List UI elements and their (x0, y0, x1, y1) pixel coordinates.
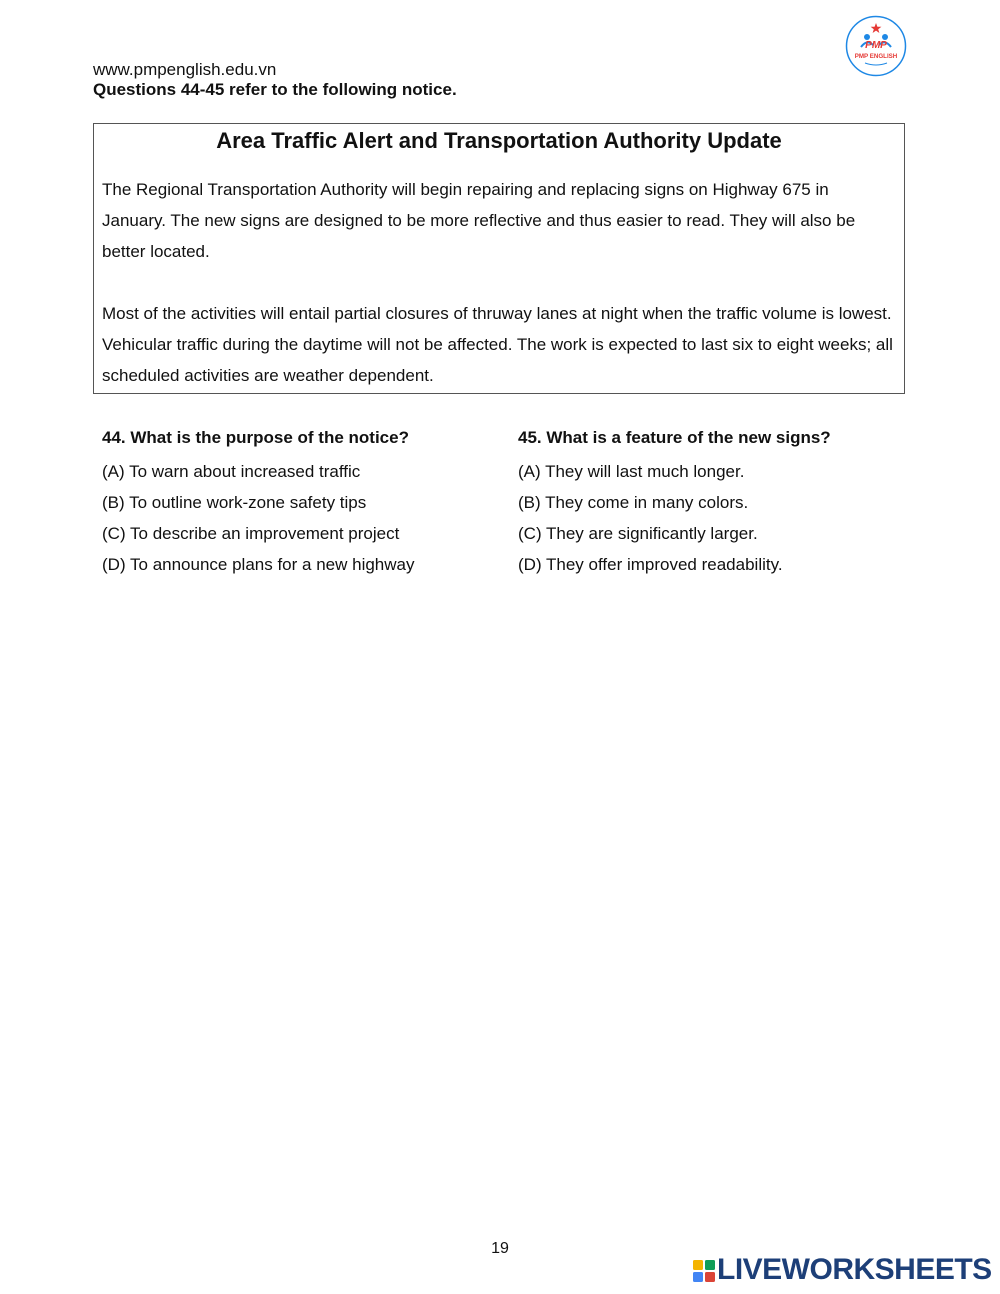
question-45 (518, 425, 918, 580)
question-stem: 44. What is the purpose of the notice? (102, 428, 409, 447)
page-number: 19 (491, 1240, 509, 1257)
site-url[interactable]: www.pmpenglish.edu.vn (93, 60, 277, 79)
notice-paragraph: Most of the activities will entail partial closures of thruway lanes at night when the traffic volume is lowest. Vehicular traffic during the daytime will not be affected. The work is expected to last six to eight weeks; all scheduled activities are weather dependent. (102, 304, 893, 385)
question-44 (102, 425, 502, 580)
notice-paragraph: The Regional Transportation Authority will begin repairing and replacing signs on Highway 675 in January. The new signs are designed to be more reflective and thus easier to read. They will also be better located. (102, 180, 856, 261)
instructions-heading: Questions 44-45 refer to the following notice. (93, 80, 457, 99)
pmp-english-logo (845, 15, 907, 77)
answer-option-b[interactable]: (B) To outline work-zone safety tips (102, 493, 367, 512)
answer-option-a[interactable]: (A) They will last much longer. (518, 462, 745, 481)
answer-option-d[interactable]: (D) To announce plans for a new highway (102, 555, 415, 574)
logo-text: PMP ENGLISH (854, 53, 898, 60)
notice-title: Area Traffic Alert and Transportation Authority Update (216, 128, 782, 153)
answer-option-d[interactable]: (D) They offer improved readability. (518, 555, 783, 574)
liveworksheets-icon (693, 1260, 715, 1282)
answer-option-b[interactable]: (B) They come in many colors. (518, 493, 749, 512)
logo-mark-text: PMP (865, 40, 887, 51)
answer-option-a[interactable]: (A) To warn about increased traffic (102, 462, 361, 481)
question-stem: 45. What is a feature of the new signs? (518, 428, 831, 447)
notice-box (93, 123, 905, 394)
answer-option-c[interactable]: (C) They are significantly larger. (518, 524, 758, 543)
liveworksheets-logo[interactable] (693, 1255, 990, 1287)
answer-option-c[interactable]: (C) To describe an improvement project (102, 524, 400, 543)
liveworksheets-brand: LIVEWORKSHEETS (717, 1253, 992, 1286)
